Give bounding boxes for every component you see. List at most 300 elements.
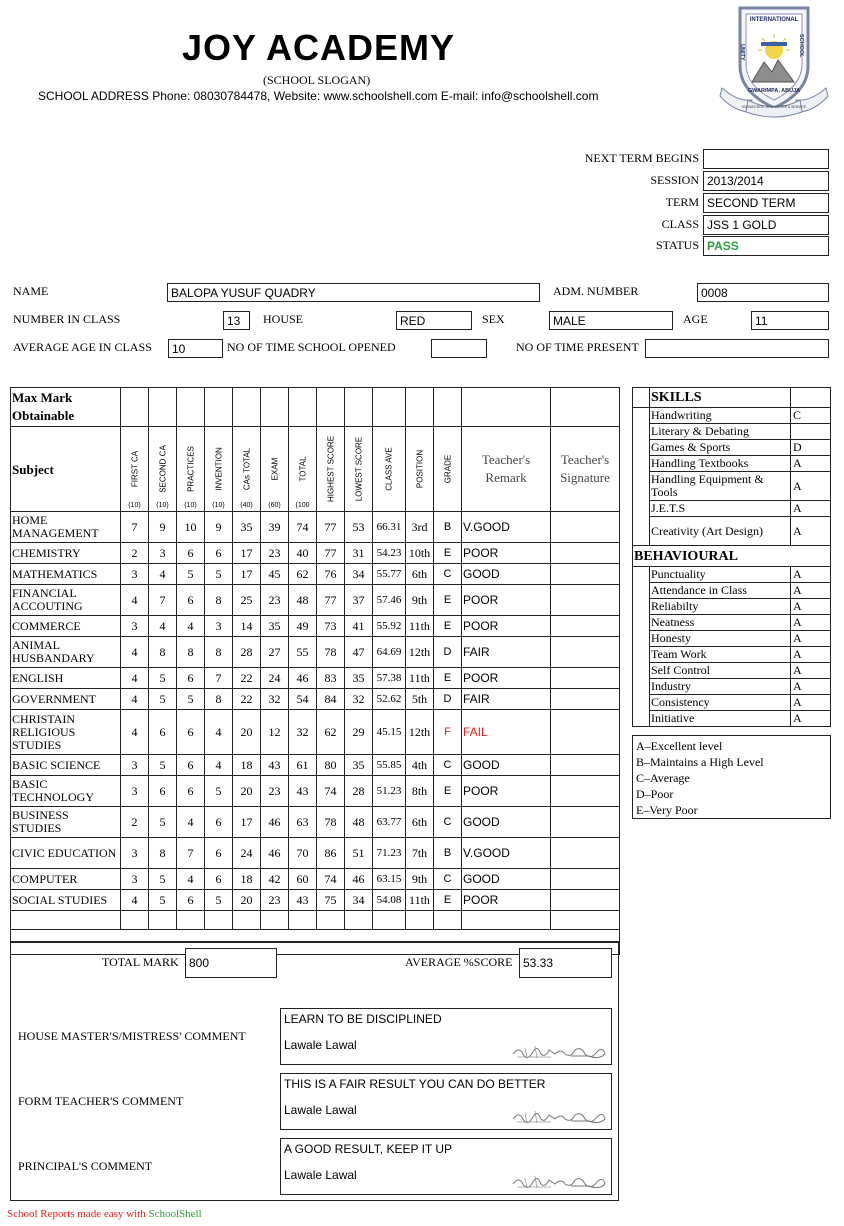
score-cell: 23	[261, 890, 289, 911]
behavioural-row	[633, 631, 831, 647]
score-cell: 31	[345, 543, 373, 564]
column-max: (10)	[128, 502, 141, 509]
score-cell: 32	[261, 689, 289, 710]
total-mark-label: TOTAL MARK	[102, 955, 179, 969]
signature-header: Teacher's Signature	[551, 427, 620, 512]
score-cell: B	[434, 838, 462, 869]
score-cell: 35	[345, 668, 373, 689]
svg-text:UNITY: UNITY	[739, 44, 745, 61]
behavioural-grade: A	[791, 663, 831, 679]
subject-row	[11, 689, 620, 710]
score-cell: 57.38	[373, 668, 406, 689]
score-cell: 17	[233, 564, 261, 585]
column-header-label: GRADE	[443, 454, 452, 484]
behavioural-row	[633, 711, 831, 727]
score-cell: 45.15	[373, 710, 406, 755]
subject-row	[11, 776, 620, 807]
score-cell: 3	[121, 776, 149, 807]
student-name-field: BALOPA YUSUF QUADRY	[167, 283, 540, 302]
subject-row	[11, 807, 620, 838]
max-mark-cell	[462, 388, 551, 427]
score-cell: 20	[233, 710, 261, 755]
score-cell: 8	[149, 838, 177, 869]
column-header-label: LOWEST SCORE	[354, 436, 363, 502]
score-cell: 8	[177, 637, 205, 668]
score-cell: 55.92	[373, 616, 406, 637]
score-cell: 4	[121, 710, 149, 755]
skills-row	[633, 440, 831, 456]
score-cell: 4	[205, 755, 233, 776]
adm-number-field: 0008	[697, 283, 829, 302]
score-cell: 2	[121, 543, 149, 564]
score-cell: 74	[289, 512, 317, 543]
subject-name: BASIC TECHNOLOGY	[11, 776, 121, 807]
skills-grade: A	[791, 472, 831, 501]
score-cell: 10th	[406, 543, 434, 564]
behavioural-row	[633, 615, 831, 631]
term-info-label: CLASS	[661, 217, 699, 231]
school-opened-label: NO OF TIME SCHOOL OPENED	[227, 340, 396, 354]
blank-cell	[406, 911, 434, 930]
grade-key-item: B–Maintains a High Level	[636, 755, 764, 769]
max-mark-cell	[317, 388, 345, 427]
score-cell: 11th	[406, 668, 434, 689]
column-max: (60)	[268, 502, 281, 509]
behavioural-title: BEHAVIOURAL	[633, 546, 831, 567]
behavioural-name: Attendance in Class	[650, 583, 791, 599]
average-score-label: AVERAGE %SCORE	[405, 955, 513, 969]
skills-grade	[791, 424, 831, 440]
age-label: AGE	[683, 312, 708, 326]
score-cell: 51	[345, 838, 373, 869]
time-present-field	[645, 339, 829, 358]
blank-row	[11, 911, 620, 930]
column-header	[406, 427, 434, 512]
teacher-remark: POOR	[462, 616, 551, 637]
skills-name: Handling Textbooks	[650, 456, 791, 472]
score-cell: 6	[205, 838, 233, 869]
behavioural-name: Industry	[650, 679, 791, 695]
score-cell: 5	[149, 668, 177, 689]
score-cell: 63.77	[373, 807, 406, 838]
score-cell: 80	[317, 755, 345, 776]
score-cell: C	[434, 869, 462, 890]
grade-key-item: C–Average	[636, 771, 690, 785]
teacher-remark: FAIR	[462, 637, 551, 668]
score-cell: 6	[205, 807, 233, 838]
score-cell: 37	[345, 585, 373, 616]
column-max: (10)	[212, 502, 225, 509]
max-mark-cell	[434, 388, 462, 427]
comment-text: THIS IS A FAIR RESULT YOU CAN DO BETTER	[284, 1077, 546, 1091]
column-header	[205, 427, 233, 512]
comment-box	[280, 1008, 612, 1065]
score-cell: 6	[177, 585, 205, 616]
house-label: HOUSE	[263, 312, 304, 326]
score-cell: 8	[205, 637, 233, 668]
teacher-signature-cell	[551, 543, 620, 564]
teacher-remark: GOOD	[462, 755, 551, 776]
teacher-signature-cell	[551, 637, 620, 668]
score-cell: 45	[261, 564, 289, 585]
teacher-remark: POOR	[462, 668, 551, 689]
column-header-label: CLASS AVE	[384, 447, 394, 491]
avg-age-field: 10	[168, 339, 223, 358]
comment-box	[280, 1138, 612, 1195]
score-cell: E	[434, 543, 462, 564]
score-cell: 64.69	[373, 637, 406, 668]
score-cell: 43	[289, 890, 317, 911]
score-cell: 7	[149, 585, 177, 616]
subject-row	[11, 668, 620, 689]
score-cell: 8	[205, 689, 233, 710]
behavioural-grade: A	[791, 599, 831, 615]
score-cell: 6	[177, 755, 205, 776]
score-cell: 41	[345, 616, 373, 637]
score-cell: 35	[261, 616, 289, 637]
subject-row	[11, 616, 620, 637]
column-max: (100	[295, 502, 310, 509]
number-in-class-label: NUMBER IN CLASS	[13, 312, 121, 326]
remark-header: Teacher's Remark	[462, 427, 551, 512]
average-score-field: 53.33	[519, 948, 612, 978]
score-cell: 62	[289, 564, 317, 585]
score-cell: 12th	[406, 637, 434, 668]
score-cell: 6th	[406, 564, 434, 585]
column-header-label: POSITION	[415, 449, 424, 489]
teacher-remark: POOR	[462, 776, 551, 807]
subject-row	[11, 838, 620, 869]
skills-grade: A	[791, 501, 831, 517]
score-cell: D	[434, 689, 462, 710]
max-mark-cell	[261, 388, 289, 427]
score-cell: 7	[177, 838, 205, 869]
skills-row	[633, 456, 831, 472]
score-cell: 4	[121, 689, 149, 710]
subject-row	[11, 710, 620, 755]
score-cell: 8	[149, 637, 177, 668]
skills-spacer	[633, 388, 650, 408]
score-cell: 54.23	[373, 543, 406, 564]
subject-row	[11, 755, 620, 776]
subject-name: HOME MANAGEMENT	[11, 512, 121, 543]
school-logo	[718, 4, 830, 118]
comment-box	[280, 1073, 612, 1130]
teacher-signature-cell	[551, 807, 620, 838]
skills-name: J.E.T.S	[650, 501, 791, 517]
score-cell: 52.62	[373, 689, 406, 710]
signature-image	[511, 1170, 607, 1192]
score-cell: 17	[233, 807, 261, 838]
score-cell: 61	[289, 755, 317, 776]
footer-brand-link[interactable]: SchoolShell	[148, 1208, 202, 1220]
behavioural-row	[633, 647, 831, 663]
behavioural-name: Team Work	[650, 647, 791, 663]
behavioural-row	[633, 599, 831, 615]
teacher-remark: FAIR	[462, 689, 551, 710]
term-info-field: JSS 1 GOLD	[703, 215, 829, 235]
teacher-signature-cell	[551, 564, 620, 585]
score-cell: E	[434, 616, 462, 637]
score-cell: 4	[121, 668, 149, 689]
subject-name: CHRISTAIN RELIGIOUS STUDIES	[11, 710, 121, 755]
behavioural-row	[633, 663, 831, 679]
score-cell: 3	[121, 755, 149, 776]
commenter-name: Lawale Lawal	[284, 1168, 357, 1182]
score-cell: 34	[345, 564, 373, 585]
score-cell: 12th	[406, 710, 434, 755]
score-cell: 7th	[406, 838, 434, 869]
score-cell: 23	[261, 585, 289, 616]
max-mark-row	[11, 388, 620, 427]
score-cell: 24	[233, 838, 261, 869]
teacher-signature-cell	[551, 668, 620, 689]
blank-cell	[121, 911, 149, 930]
score-cell: 84	[317, 689, 345, 710]
score-cell: 5	[149, 807, 177, 838]
blank-cell	[233, 911, 261, 930]
subject-row	[11, 869, 620, 890]
score-cell: 6	[205, 543, 233, 564]
score-cell: 5	[177, 564, 205, 585]
score-cell: 86	[317, 838, 345, 869]
score-cell: 4th	[406, 755, 434, 776]
skills-row	[633, 501, 831, 517]
column-header	[177, 427, 205, 512]
behavioural-grade: A	[791, 695, 831, 711]
teacher-signature-cell	[551, 512, 620, 543]
score-cell: 60	[289, 869, 317, 890]
age-field: 11	[751, 311, 829, 330]
score-cell: 23	[261, 776, 289, 807]
score-cell: 4	[149, 564, 177, 585]
skills-header-row	[633, 388, 831, 408]
skills-title: SKILLS	[650, 388, 791, 408]
max-mark-cell	[177, 388, 205, 427]
adm-label: ADM. NUMBER	[553, 284, 639, 298]
score-cell: D	[434, 637, 462, 668]
behavioural-name: Punctuality	[650, 567, 791, 583]
subject-name: COMMERCE	[11, 616, 121, 637]
term-info-label: NEXT TERM BEGINS	[584, 151, 699, 165]
teacher-signature-cell	[551, 710, 620, 755]
score-cell: 39	[261, 512, 289, 543]
score-cell: 3	[149, 543, 177, 564]
behavioural-row	[633, 679, 831, 695]
teacher-signature-cell	[551, 776, 620, 807]
max-mark-cell	[205, 388, 233, 427]
score-cell: 17	[233, 543, 261, 564]
column-header-label: FIRST CA	[130, 450, 139, 488]
score-cell: 8th	[406, 776, 434, 807]
score-cell: 6	[177, 890, 205, 911]
score-cell: 48	[345, 807, 373, 838]
column-header	[261, 427, 289, 512]
term-info-label: TERM	[665, 195, 699, 209]
score-cell: 4	[205, 710, 233, 755]
score-cell: 6	[177, 668, 205, 689]
score-cell: 46	[345, 869, 373, 890]
number-in-class-field: 13	[223, 311, 250, 330]
score-cell: 73	[317, 616, 345, 637]
svg-text:KNOWLEDGE, CHARACTER & SERVICE: KNOWLEDGE, CHARACTER & SERVICE	[742, 105, 806, 109]
score-cell: 54	[289, 689, 317, 710]
column-header-label: INVENTION	[214, 447, 223, 491]
max-mark-cell	[233, 388, 261, 427]
commenter-name: Lawale Lawal	[284, 1103, 357, 1117]
score-cell: C	[434, 807, 462, 838]
column-header	[289, 427, 317, 512]
column-header	[434, 427, 462, 512]
score-cell: 4	[177, 807, 205, 838]
score-cell: 7	[121, 512, 149, 543]
score-cell: 3	[121, 838, 149, 869]
score-cell: 4	[177, 616, 205, 637]
skills-name: Creativity (Art Design)	[650, 517, 791, 546]
blank-cell	[317, 911, 345, 930]
score-cell: 9th	[406, 585, 434, 616]
score-cell: 55	[289, 637, 317, 668]
score-cell: 4	[149, 616, 177, 637]
score-cell: 83	[317, 668, 345, 689]
score-cell: 57.46	[373, 585, 406, 616]
score-cell: C	[434, 564, 462, 585]
term-info-label: SESSION	[650, 173, 699, 187]
score-cell: 35	[345, 755, 373, 776]
column-max: (40)	[240, 502, 253, 509]
column-header-label: TOTAL	[298, 456, 307, 482]
teacher-signature-cell	[551, 890, 620, 911]
signature-image	[511, 1105, 607, 1127]
score-cell: 9th	[406, 869, 434, 890]
subject-name: BASIC SCIENCE	[11, 755, 121, 776]
column-max: (10)	[156, 502, 169, 509]
score-cell: 66.31	[373, 512, 406, 543]
max-mark-cell	[406, 388, 434, 427]
grade-key-item: A–Excellent level	[636, 739, 723, 753]
behavioural-grade: A	[791, 679, 831, 695]
school-slogan: (SCHOOL SLOGAN)	[263, 73, 371, 87]
max-mark-label: Max Mark Obtainable	[11, 388, 121, 427]
score-cell: 12	[261, 710, 289, 755]
score-cell: 5	[149, 869, 177, 890]
grade-key-item: D–Poor	[636, 787, 674, 801]
score-cell: 23	[261, 543, 289, 564]
score-cell: 70	[289, 838, 317, 869]
subject-row	[11, 543, 620, 564]
score-cell: 5	[205, 890, 233, 911]
score-cell: 9	[149, 512, 177, 543]
footer-text: School Reports made easy with	[7, 1208, 149, 1220]
teacher-signature-cell	[551, 869, 620, 890]
score-cell: 62	[317, 710, 345, 755]
score-cell: 6	[149, 710, 177, 755]
term-info-field: 2013/2014	[703, 171, 829, 191]
score-cell: 34	[345, 890, 373, 911]
comment-label: HOUSE MASTER'S/MISTRESS' COMMENT	[18, 1029, 246, 1043]
total-mark-field: 800	[185, 948, 277, 978]
sex-field: MALE	[549, 311, 673, 330]
blank-cell	[434, 911, 462, 930]
subject-row	[11, 512, 620, 543]
skills-name: Games & Sports	[650, 440, 791, 456]
max-mark-cell	[345, 388, 373, 427]
column-header	[373, 427, 406, 512]
behavioural-grade: A	[791, 631, 831, 647]
subject-row	[11, 564, 620, 585]
max-mark-cell	[289, 388, 317, 427]
status-field: PASS	[703, 236, 829, 256]
score-cell: 5	[149, 890, 177, 911]
skills-name: Handwriting	[650, 408, 791, 424]
behavioural-row	[633, 583, 831, 599]
skills-grade: D	[791, 440, 831, 456]
grade-key-item: E–Very Poor	[636, 803, 698, 817]
score-cell: 46	[261, 838, 289, 869]
footer	[7, 1208, 202, 1220]
score-cell: 46	[261, 807, 289, 838]
score-cell: 74	[317, 869, 345, 890]
score-cell: 2	[121, 807, 149, 838]
score-cell: 6	[205, 869, 233, 890]
score-cell: 8	[205, 585, 233, 616]
column-header-label: EXAM	[270, 457, 279, 481]
score-cell: 28	[233, 637, 261, 668]
score-cell: 5	[149, 755, 177, 776]
subject-name: COMPUTER	[11, 869, 121, 890]
teacher-remark: GOOD	[462, 807, 551, 838]
teacher-signature-cell	[551, 838, 620, 869]
score-cell: 18	[233, 869, 261, 890]
score-cell: 49	[289, 616, 317, 637]
name-label: NAME	[13, 284, 49, 298]
blank-cell	[205, 911, 233, 930]
score-cell: 71.23	[373, 838, 406, 869]
score-cell: 20	[233, 890, 261, 911]
score-cell: 3rd	[406, 512, 434, 543]
score-cell: 11th	[406, 890, 434, 911]
score-cell: 46	[289, 668, 317, 689]
teacher-signature-cell	[551, 616, 620, 637]
score-cell: 6th	[406, 807, 434, 838]
term-info-field: SECOND TERM	[703, 193, 829, 213]
avg-age-label: AVERAGE AGE IN CLASS	[13, 340, 152, 354]
score-cell: 6	[149, 776, 177, 807]
blank-cell	[289, 911, 317, 930]
score-cell: E	[434, 776, 462, 807]
score-cell: 48	[289, 585, 317, 616]
score-cell: 55.85	[373, 755, 406, 776]
skills-grade: A	[791, 456, 831, 472]
behavioural-name: Neatness	[650, 615, 791, 631]
behavioural-name: Honesty	[650, 631, 791, 647]
score-cell: B	[434, 512, 462, 543]
score-cell: E	[434, 890, 462, 911]
teacher-remark: POOR	[462, 543, 551, 564]
max-mark-cell	[551, 388, 620, 427]
score-cell: 20	[233, 776, 261, 807]
column-header-label: PRACTICES	[186, 446, 195, 492]
skills-side-column	[633, 408, 650, 546]
score-cell: 32	[345, 689, 373, 710]
behavioural-grade: A	[791, 647, 831, 663]
score-cell: 42	[261, 869, 289, 890]
score-cell: 40	[289, 543, 317, 564]
score-cell: 77	[317, 512, 345, 543]
subject-name: ANIMAL HUSBANDARY	[11, 637, 121, 668]
teacher-remark: GOOD	[462, 564, 551, 585]
score-cell: 77	[317, 585, 345, 616]
